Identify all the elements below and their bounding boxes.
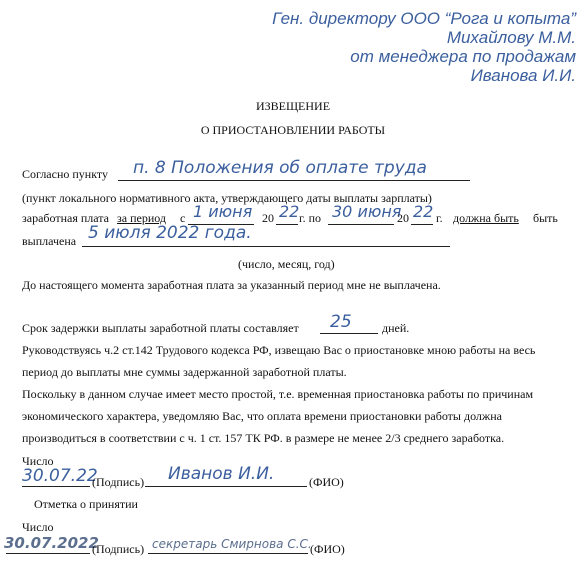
- sign1-date-value: 30.07.22: [22, 466, 98, 486]
- year-prefix-1: 20: [262, 211, 274, 225]
- acceptance-label: Отметка о принятии: [34, 497, 138, 511]
- title-line-2: О ПРИОСТАНОВЛЕНИИ РАБОТЫ: [200, 123, 386, 137]
- year-suffix-1: г. по: [299, 211, 321, 225]
- sign1-sign-label: (Подпись): [92, 475, 145, 489]
- para2-line2: экономического характера, уведомляю Вас, что оплата времени приостановки работы должна: [22, 409, 502, 423]
- header-line-from: от менеджера по продажам: [350, 47, 576, 66]
- sign2-fio-value: секретарь Смирнова С.С.: [152, 537, 312, 551]
- header-line-director-name: Михайлову М.М.: [446, 28, 576, 47]
- header-line-from-name: Иванова И.И.: [470, 66, 576, 85]
- salary-prefix: заработная плата: [22, 211, 109, 225]
- to-be: быть: [533, 211, 558, 225]
- to-date-underline: [328, 224, 394, 225]
- para1-line1: Руководствуясь ч.2 ст.142 Трудового кодекса РФ, извещаю Вас о приостановке мною работы на весь: [22, 343, 536, 357]
- sign2-fio-underline: [148, 553, 308, 554]
- to-date: 30 июня: [332, 202, 402, 221]
- sign2-fio-label: (ФИО): [310, 542, 345, 556]
- year-2-underline: [411, 224, 433, 225]
- clause-value: п. 8 Положения об оплате труда: [133, 158, 427, 178]
- sign1-fio-value: Иванов И.И.: [168, 464, 275, 484]
- paid-word: выплачена: [22, 234, 77, 248]
- year-prefix-2: 20: [397, 211, 409, 225]
- delay-underline: [320, 333, 378, 334]
- para1-line2: период до выплаты мне суммы задержанной заработной платы.: [22, 365, 347, 379]
- paid-date-underline: [82, 246, 450, 247]
- clause-underline: [118, 180, 470, 181]
- para2-line1: Поскольку в данном случае имеет место простой, т.е. временная приостановка работы по причинам: [22, 387, 534, 401]
- delay-prefix: Срок задержки выплаты заработной платы составляет: [22, 321, 299, 335]
- sign1-fio-underline: [145, 486, 307, 487]
- header-line-director: Ген. директору ООО “Рога и копыта”: [272, 9, 576, 28]
- from-date: 1 июня: [193, 202, 253, 221]
- sign2-date-underline: [6, 553, 90, 554]
- from-word: с: [180, 211, 186, 225]
- sign1-date-underline: [22, 486, 90, 487]
- year-1: 22: [279, 202, 300, 221]
- year-1-underline: [276, 224, 298, 225]
- sign2-date-value: 30.07.2022: [4, 534, 99, 552]
- year-suffix-2: г.: [436, 211, 443, 225]
- should-be: должна быть: [453, 211, 519, 225]
- clause-note: (пункт локального нормативного акта, утверждающего даты выплаты зарплаты): [22, 191, 432, 205]
- sign1-date-label: Число: [22, 454, 54, 468]
- salary-period: за период: [117, 211, 166, 225]
- para2-line3: производиться в соответствии с ч. 1 ст. 157 ТК РФ. в размере не менее 2/3 среднего заработка.: [22, 431, 505, 445]
- date-note: (число, месяц, год): [238, 257, 335, 271]
- year-2: 22: [413, 202, 434, 221]
- sign1-fio-label: (ФИО): [309, 475, 344, 489]
- not-paid-text: До настоящего момента заработная плата за указанный период мне не выплачена.: [22, 278, 441, 292]
- delay-value: 25: [330, 312, 352, 332]
- delay-suffix: дней.: [382, 321, 410, 335]
- title-line-1: ИЗВЕЩЕНИЕ: [255, 99, 331, 113]
- clause-prefix: Согласно пункту: [22, 167, 108, 181]
- paid-date: 5 июля 2022 года.: [88, 223, 252, 243]
- sign2-sign-label: (Подпись): [92, 542, 145, 556]
- sign2-date-label: Число: [22, 520, 54, 534]
